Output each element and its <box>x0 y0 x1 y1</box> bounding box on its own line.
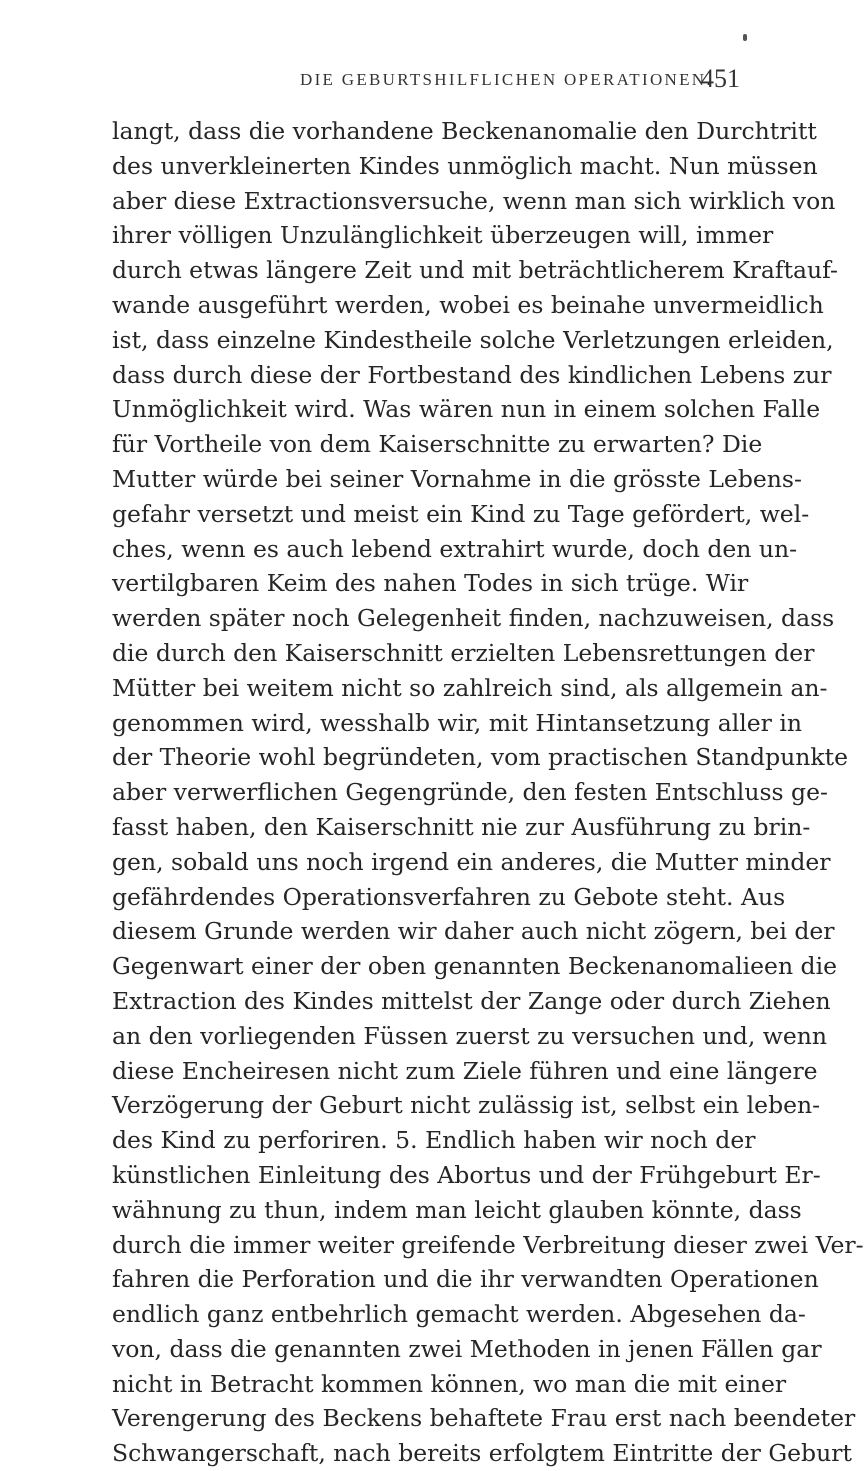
text-line: ihrer völligen Unzulänglichkeit überzeugen will, immer <box>112 221 774 250</box>
text-line: genommen wird, wesshalb wir, mit Hintansetzung aller in <box>112 708 803 737</box>
text-line: Mütter bei weitem nicht so zahlreich sind, als allgemein an- <box>112 673 828 702</box>
text-line: Unmöglichkeit wird. Was wären nun in einem solchen Falle <box>112 395 821 424</box>
text-line: aber verwerflichen Gegengründe, den festen Entschluss ge- <box>112 778 828 807</box>
text-line: künstlichen Einleitung des Abortus und der Frühgeburt Er- <box>112 1160 821 1189</box>
header-title: DIE GEBURTSHILFLICHEN OPERATIONEN. <box>300 70 713 89</box>
text-line: Verengerung des Beckens behaftete Frau erst nach beendeter <box>112 1404 856 1433</box>
text-line: Extraction des Kindes mittelst der Zange oder durch Ziehen <box>112 986 831 1015</box>
text-line: von, dass die genannten zwei Methoden in jenen Fällen gar <box>112 1334 822 1363</box>
text-line: fahren die Perforation und die ihr verwandten Operationen <box>112 1265 819 1294</box>
text-line: an den vorliegenden Füssen zuerst zu versuchen und, wenn <box>112 1021 828 1050</box>
text-line: gen, sobald uns noch irgend ein anderes, die Mutter minder <box>112 847 831 876</box>
text-line: aber diese Extractionsversuche, wenn man sich wirklich von <box>112 186 836 215</box>
text-line: fasst haben, den Kaiserschnitt nie zur Ausführung zu brin- <box>112 812 811 841</box>
text-line: gefahr versetzt und meist ein Kind zu Tage gefördert, wel- <box>112 499 810 528</box>
text-line: werden später noch Gelegenheit finden, nachzuweisen, dass <box>112 604 835 633</box>
text-line: Gegenwart einer der oben genannten Beckenanomalieen die <box>112 952 838 981</box>
text-line: für Vortheile von dem Kaiserschnitte zu erwarten? Die <box>112 430 763 459</box>
text-line: ist, dass einzelne Kindestheile solche Verletzungen erleiden, <box>112 325 834 354</box>
text-line: diese Encheiresen nicht zum Ziele führen und eine längere <box>112 1056 818 1085</box>
text-line: diesem Grunde werden wir daher auch nicht zögern, bei der <box>112 917 835 946</box>
text-line: ches, wenn es auch lebend extrahirt wurde, doch den un- <box>112 534 798 563</box>
text-line: des Kind zu perforiren. 5. Endlich haben wir noch der <box>112 1126 756 1155</box>
print-mark <box>743 34 747 41</box>
text-line: der Theorie wohl begründeten, vom practischen Standpunkte <box>112 743 848 772</box>
text-line: die durch den Kaiserschnitt erzielten Lebensrettungen der <box>112 638 815 667</box>
running-header <box>300 64 820 104</box>
page-number: 451 <box>701 64 740 93</box>
text-line: endlich ganz entbehrlich gemacht werden. Abgesehen da- <box>112 1300 806 1329</box>
text-line: dass durch diese der Fortbestand des kindlichen Lebens zur <box>112 360 832 389</box>
text-line: wande ausgeführt werden, wobei es beinahe unvermeidlich <box>112 290 824 319</box>
text-line: Schwangerschaft, nach bereits erfolgtem Eintritte der Geburt <box>112 1439 852 1468</box>
text-line: vertilgbaren Keim des nahen Todes in sich trüge. Wir <box>112 569 749 598</box>
text-line: Verzögerung der Geburt nicht zulässig ist, selbst ein leben- <box>112 1091 821 1120</box>
text-line: nicht in Betracht kommen können, wo man die mit einer <box>112 1369 787 1398</box>
body-text <box>112 114 864 1471</box>
text-line: des unverkleinerten Kindes unmöglich macht. Nun müssen <box>112 151 818 180</box>
text-line: wähnung zu thun, indem man leicht glauben könnte, dass <box>112 1195 802 1224</box>
text-line: gefährdendes Operationsverfahren zu Gebote steht. Aus <box>112 882 786 911</box>
text-line: durch etwas längere Zeit und mit beträchtlicherem Kraftauf- <box>112 256 838 285</box>
text-line: durch die immer weiter greifende Verbreitung dieser zwei Ver- <box>112 1230 864 1259</box>
text-line: langt, dass die vorhandene Beckenanomalie den Durchtritt <box>112 117 817 145</box>
text-line: Mutter würde bei seiner Vornahme in die grösste Lebens- <box>112 464 802 493</box>
